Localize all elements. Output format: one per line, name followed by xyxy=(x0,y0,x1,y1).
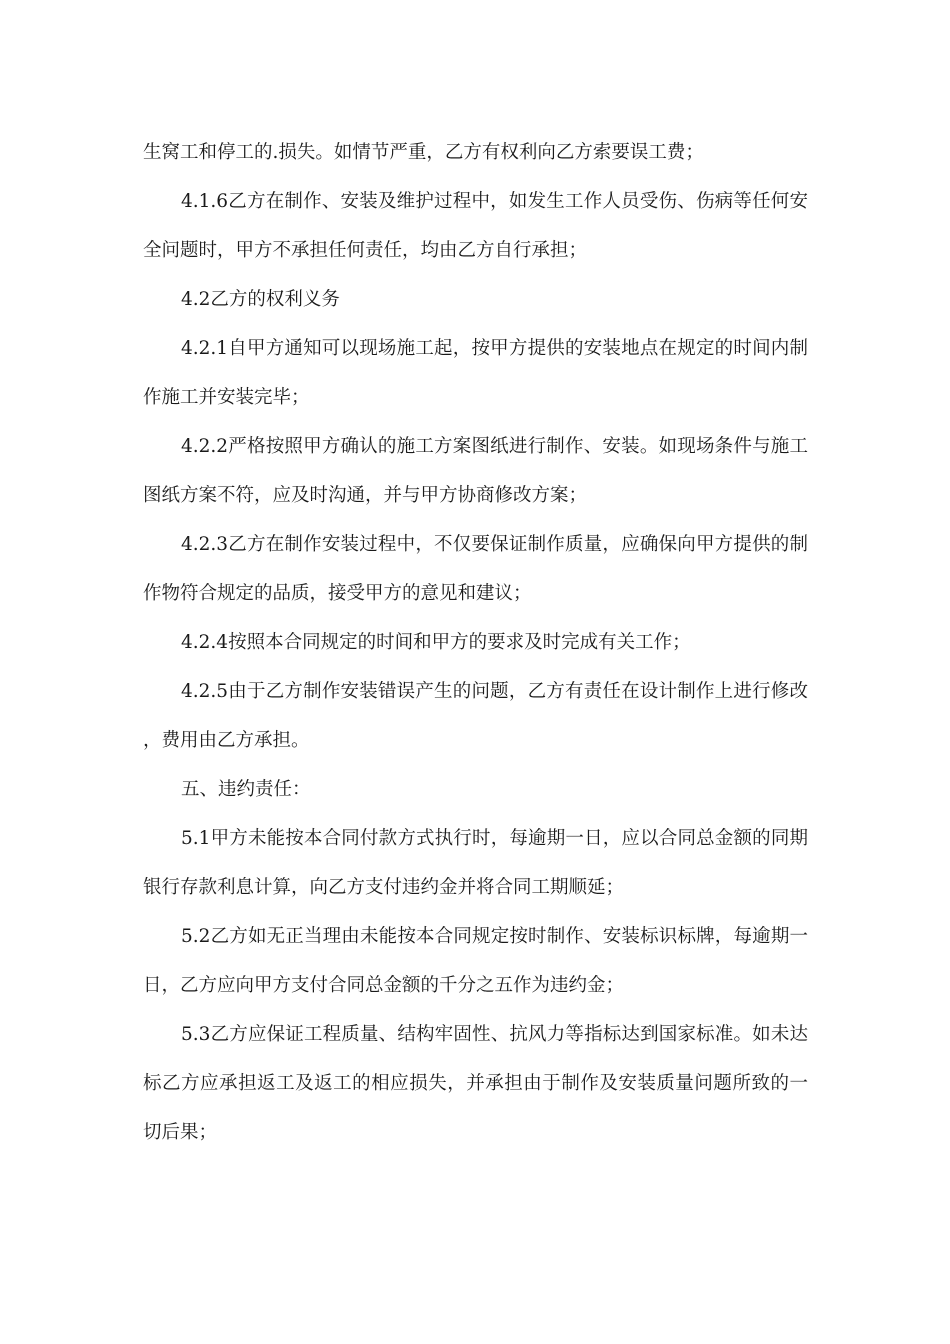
paragraph-12: 5.3乙方应保证工程质量、结构牢固性、抗风力等指标达到国家标准。如未达标乙方应承担返工及返工的相应损失，并承担由于制作及安装质量问题所致的一切后果； xyxy=(143,1024,808,1143)
paragraph-11: 5.2乙方如无正当理由未能按本合同规定按时制作、安装标识标牌，每逾期一日，乙方应向甲方支付合同总金额的千分之五作为违约金； xyxy=(143,926,808,996)
paragraph-3: 4.2乙方的权利义务 xyxy=(181,289,340,310)
paragraph-6: 4.2.3乙方在制作安装过程中，不仅要保证制作质量，应确保向甲方提供的制作物符合规定的品质，接受甲方的意见和建议； xyxy=(143,534,808,604)
paragraph-10: 5.1甲方未能按本合同付款方式执行时，每逾期一日，应以合同总金额的同期银行存款利息计算，向乙方支付违约金并将合同工期顺延； xyxy=(143,828,808,898)
paragraph-8: 4.2.5由于乙方制作安装错误产生的问题，乙方有责任在设计制作上进行修改，费用由乙方承担。 xyxy=(143,681,808,751)
section-heading: 五、违约责任： xyxy=(181,779,311,800)
document-body xyxy=(143,128,808,1157)
paragraph-1: 生窝工和停工的.损失。如情节严重，乙方有权利向乙方索要误工费； xyxy=(143,142,704,163)
paragraph-4: 4.2.1自甲方通知可以现场施工起，按甲方提供的安装地点在规定的时间内制作施工并安装完毕； xyxy=(143,338,808,408)
paragraph-7: 4.2.4按照本合同规定的时间和甲方的要求及时完成有关工作； xyxy=(181,632,691,653)
paragraph-5: 4.2.2严格按照甲方确认的施工方案图纸进行制作、安装。如现场条件与施工图纸方案不符，应及时沟通，并与甲方协商修改方案； xyxy=(143,436,808,506)
paragraph-2: 4.1.6乙方在制作、安装及维护过程中，如发生工作人员受伤、伤病等任何安全问题时，甲方不承担任何责任，均由乙方自行承担； xyxy=(143,191,808,261)
